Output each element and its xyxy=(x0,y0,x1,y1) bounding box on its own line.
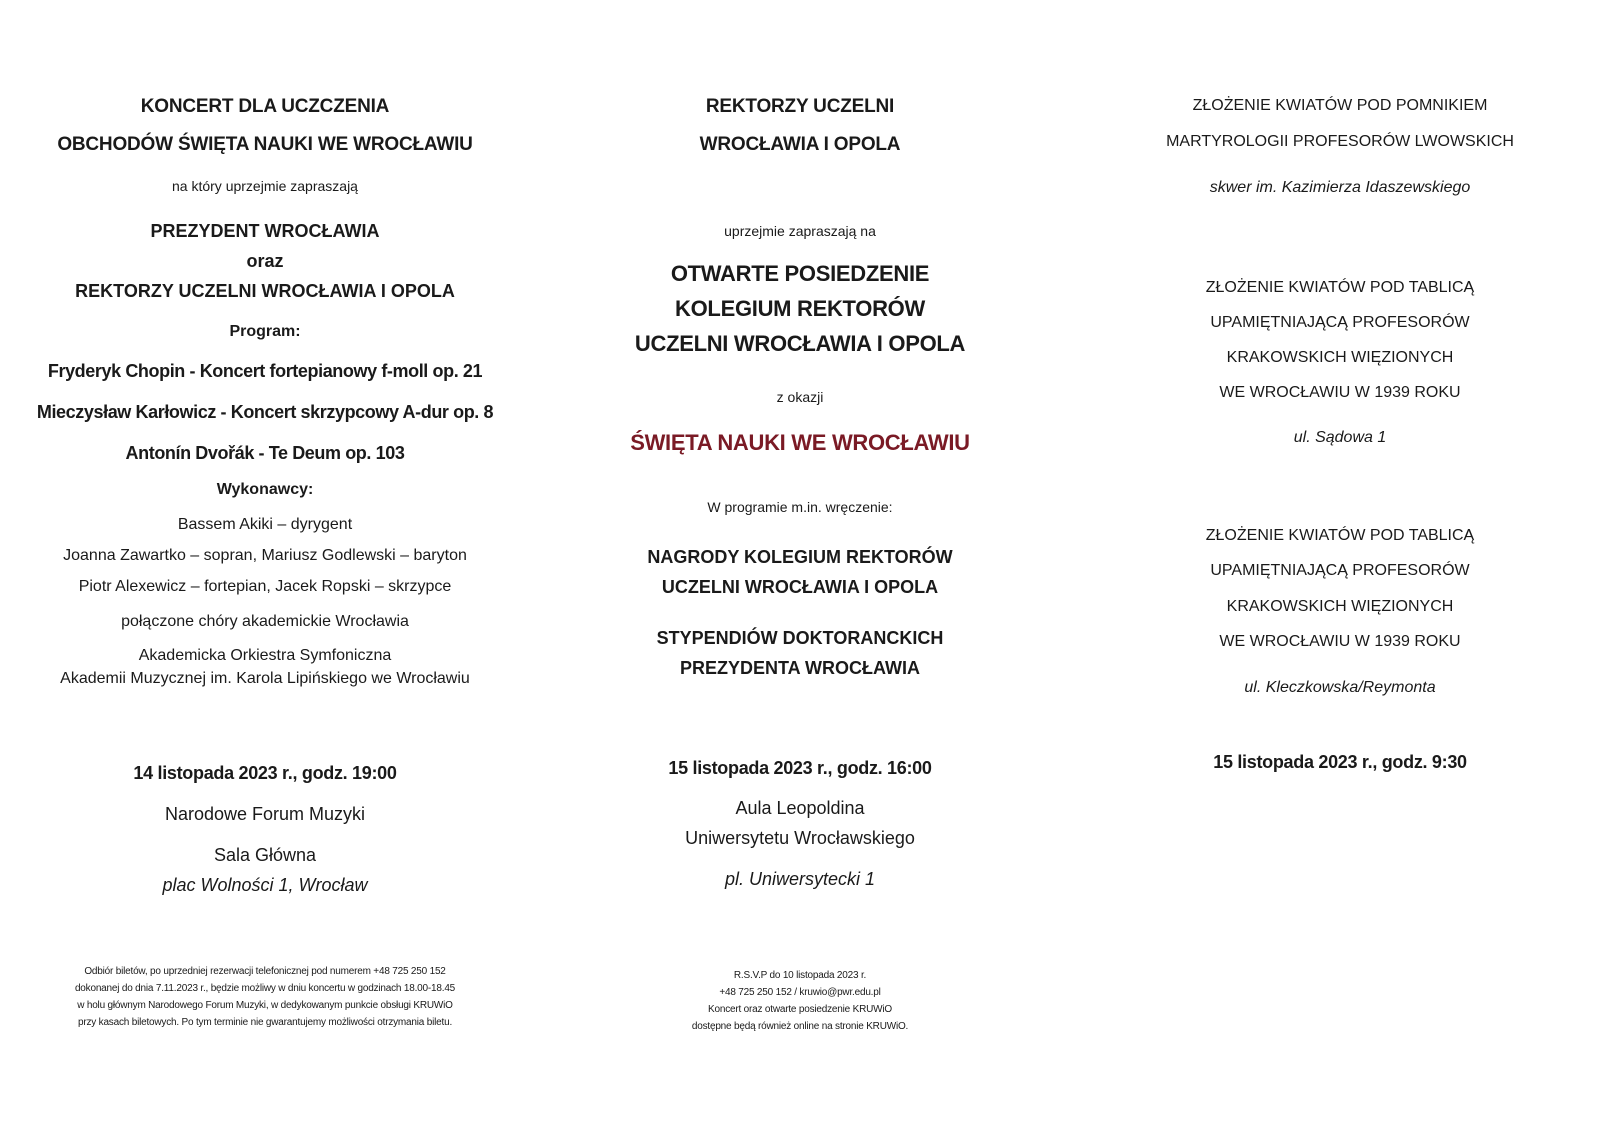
event2-place: ul. Sądowa 1 xyxy=(1293,429,1387,446)
concert-address: plac Wolności 1, Wrocław xyxy=(162,875,368,895)
footnote-line: w holu głównym Narodowego Forum Muzyki, w dedykowanym punkcie obsługi KRUWiO xyxy=(77,1000,453,1011)
host-president: PREZYDENT WROCŁAWIA xyxy=(150,221,380,241)
event-title-line2: KOLEGIUM REKTORÓW xyxy=(675,296,925,321)
footnote-line: Odbiór biletów, po uprzedniej rezerwacji telefonicznej pod numerem +48 725 250 152 xyxy=(84,966,446,977)
award1-line1: NAGRODY KOLEGIUM REKTORÓW xyxy=(647,547,953,567)
performer: Bassem Akiki – dyrygent xyxy=(177,516,353,533)
event3-line: ZŁOŻENIE KWIATÓW POD TABLICĄ xyxy=(1205,527,1475,544)
rsvp-footnote xyxy=(565,967,1035,1035)
event2-line: ZŁOŻENIE KWIATÓW POD TABLICĄ xyxy=(1205,279,1475,296)
invite-text: na który uprzejmie zapraszają xyxy=(172,178,358,194)
concert-panel xyxy=(30,0,500,1131)
performers-label: Wykonawcy: xyxy=(216,481,314,498)
event-title-line1: OTWARTE POSIEDZENIE xyxy=(670,261,930,286)
award2-line2: PREZYDENTA WROCŁAWIA xyxy=(680,658,920,678)
footnote-line: Koncert oraz otwarte posiedzenie KRUWiO xyxy=(708,1004,892,1015)
program-item: Mieczysław Karłowicz - Koncert skrzypcowy A-dur op. 8 xyxy=(36,402,494,422)
flowers-date: 15 listopada 2023 r., godz. 9:30 xyxy=(1213,752,1467,772)
footnote-line: +48 725 250 152 / kruwio@pwr.edu.pl xyxy=(719,987,881,998)
program-label: Program: xyxy=(229,323,301,340)
concert-hall: Sala Główna xyxy=(213,845,317,865)
performer: Piotr Alexewicz – fortepian, Jacek Ropski – skrzypce xyxy=(78,578,452,595)
footnote-line: dostępne będą również online na stronie KRUWiO. xyxy=(691,1021,909,1032)
meeting-venue-line2: Uniwersytetu Wrocławskiego xyxy=(685,828,915,848)
invite-text: uprzejmie zapraszają na xyxy=(724,223,876,239)
performer: połączone chóry akademickie Wrocławia xyxy=(121,613,409,630)
event-title-line3: UCZELNI WROCŁAWIA I OPOLA xyxy=(634,331,966,356)
event2-line: KRAKOWSKICH WIĘZIONYCH xyxy=(1226,349,1454,366)
orchestra-line2: Akademii Muzycznej im. Karola Lipińskiego we Wrocławiu xyxy=(60,670,470,687)
event3-place: ul. Kleczkowska/Reymonta xyxy=(1244,679,1436,696)
footnote-line: przy kasach biletowych. Po tym terminie nie gwarantujemy możliwości otrzymania biletu. xyxy=(77,1017,453,1028)
award2-line1: STYPENDIÓW DOKTORANCKICH xyxy=(656,628,944,648)
event3-line: WE WROCŁAWIU W 1939 ROKU xyxy=(1219,633,1461,650)
event3-line: KRAKOWSKICH WIĘZIONYCH xyxy=(1226,598,1454,615)
program-item: Antonín Dvořák - Te Deum op. 103 xyxy=(125,443,405,463)
meeting-date: 15 listopada 2023 r., godz. 16:00 xyxy=(668,758,932,778)
occasion-text: z okazji xyxy=(776,389,824,405)
rectors-title-line2: WROCŁAWIA I OPOLA xyxy=(699,134,901,155)
event1-line2: MARTYROLOGII PROFESORÓW LWOWSKICH xyxy=(1166,133,1514,150)
meeting-address: pl. Uniwersytecki 1 xyxy=(724,869,876,889)
ticket-footnote xyxy=(30,963,500,1031)
host-rectors: REKTORZY UCZELNI WROCŁAWIA I OPOLA xyxy=(75,281,455,301)
orchestra-line1: Akademicka Orkiestra Symfoniczna xyxy=(138,647,392,664)
event1-place: skwer im. Kazimierza Idaszewskiego xyxy=(1209,179,1471,196)
concert-venue: Narodowe Forum Muzyki xyxy=(164,804,366,824)
event3-line: UPAMIĘTNIAJĄCĄ PROFESORÓW xyxy=(1210,562,1470,579)
rectors-title-line1: REKTORZY UCZELNI xyxy=(705,96,895,117)
concert-title-line1: KONCERT DLA UCZCZENIA xyxy=(140,96,390,117)
meeting-venue-line1: Aula Leopoldina xyxy=(735,798,865,818)
occasion-title: ŚWIĘTA NAUKI WE WROCŁAWIU xyxy=(630,430,970,455)
award1-line2: UCZELNI WROCŁAWIA I OPOLA xyxy=(661,577,939,597)
event2-line: UPAMIĘTNIAJĄCĄ PROFESORÓW xyxy=(1210,314,1470,331)
footnote-line: R.S.V.P do 10 listopada 2023 r. xyxy=(733,970,867,981)
footnote-line: dokonanej do dnia 7.11.2023 r., będzie możliwy w dniu koncertu w godzinach 18.00-18.45 xyxy=(74,983,456,994)
program-item: Fryderyk Chopin - Koncert fortepianowy f-moll op. 21 xyxy=(47,361,483,381)
flowers-panel xyxy=(1105,0,1575,1131)
host-and: oraz xyxy=(246,251,284,271)
program-intro: W programie m.in. wręczenie: xyxy=(707,499,893,515)
concert-date: 14 listopada 2023 r., godz. 19:00 xyxy=(133,763,397,783)
performer: Joanna Zawartko – sopran, Mariusz Godlewski – baryton xyxy=(63,547,467,564)
meeting-panel xyxy=(565,0,1035,1131)
concert-title-line2: OBCHODÓW ŚWIĘTA NAUKI WE WROCŁAWIU xyxy=(57,134,473,155)
event1-line1: ZŁOŻENIE KWIATÓW POD POMNIKIEM xyxy=(1192,97,1488,114)
event2-line: WE WROCŁAWIU W 1939 ROKU xyxy=(1219,384,1461,401)
